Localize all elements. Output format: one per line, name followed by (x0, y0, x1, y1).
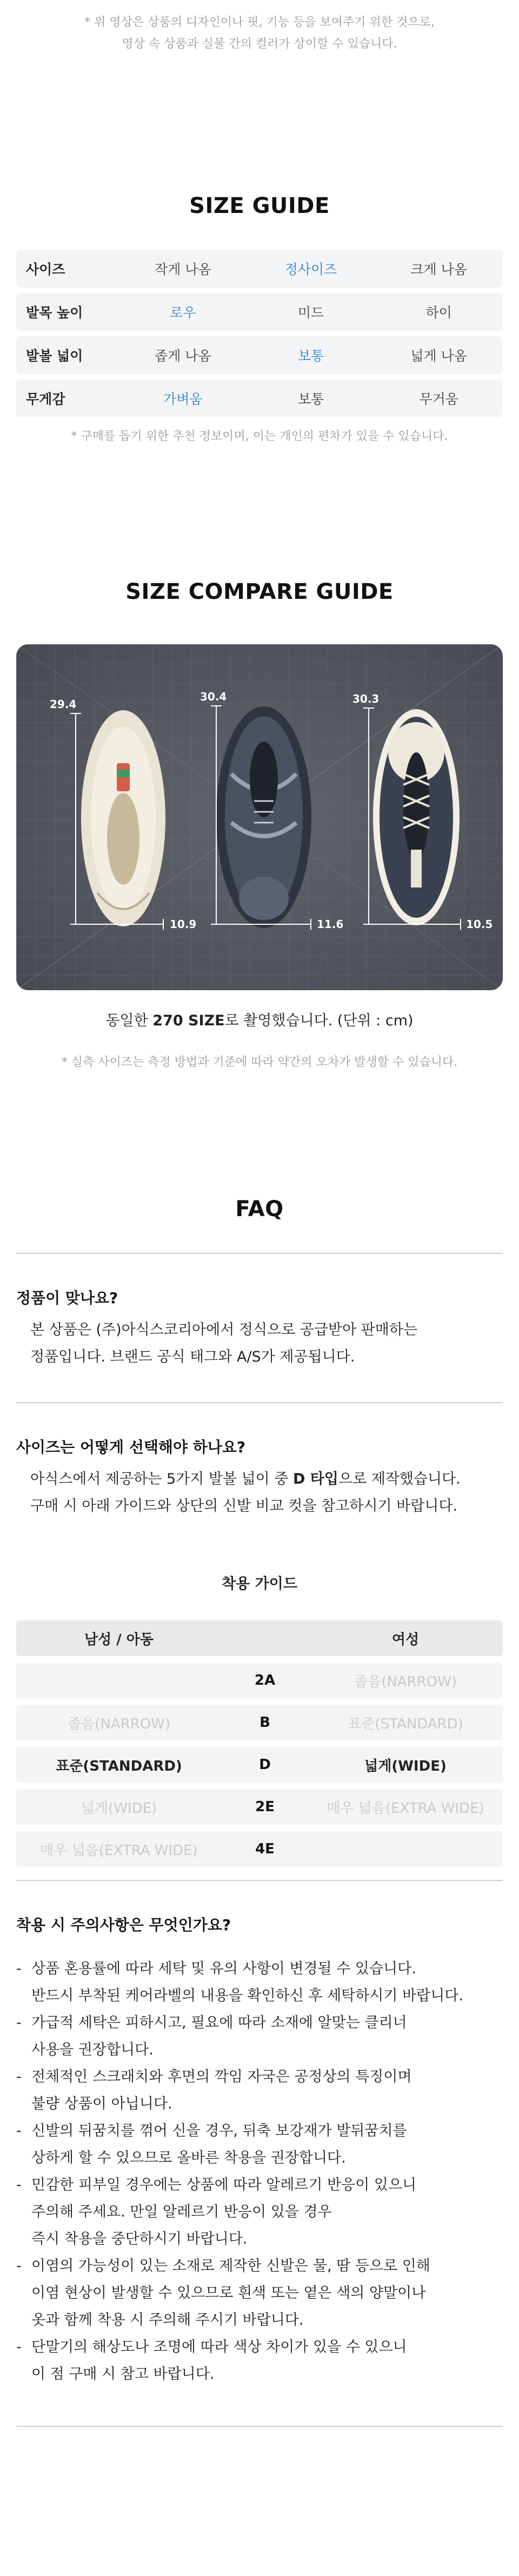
size-guide-option: 크게 나옴 (410, 262, 467, 277)
caution-item-line: - 신발의 뒤꿈치를 꺾어 신을 경우, 뒤축 보강재가 발뒤꿈치를 (31, 2123, 407, 2139)
compare-caption: 동일한 270 SIZE로 촬영했습니다. (단위 : cm) (105, 1012, 414, 1029)
size-guide-option: 하이 (425, 305, 452, 321)
faq-question-3: 착용 시 주의사항은 무엇인가요? (16, 1916, 231, 1934)
caution-item (16, 2118, 503, 2172)
caution-item-line: 이염 현상이 발생할 수 있으므로 흰색 또는 옅은 색의 양말이나 (31, 2285, 426, 2301)
fit-guide-width-code: B (260, 1714, 270, 1731)
size-guide-title: SIZE GUIDE (189, 193, 330, 218)
faq-question-2: 사이즈는 어떻게 선택해야 하나요? (16, 1438, 246, 1456)
shoe-2-navy (216, 706, 311, 928)
fit-guide-women-cell: 표준(STANDARD) (348, 1716, 463, 1732)
caution-item-line: 이 점 구매 시 참고 바랍니다. (31, 2366, 215, 2383)
caution-item-line: 상하게 할 수 있으므로 올바른 착용을 권장합니다. (31, 2150, 346, 2166)
shoe-3-length: 30.3 (352, 692, 380, 705)
size-guide-row (16, 250, 503, 288)
fit-guide-title: 착용 가이드 (222, 1576, 297, 1592)
fit-guide-women-cell: 넓게(WIDE) (364, 1758, 447, 1774)
fit-guide-header-cell: 남성 / 아동 (84, 1631, 154, 1648)
shoe-3-width: 10.5 (466, 918, 493, 931)
size-guide-row-label: 발볼 넓이 (26, 348, 83, 364)
size-guide-row-label: 무게감 (26, 391, 65, 407)
size-guide-option-selected: 보통 (297, 348, 324, 364)
caution-item-line: 주의해 주세요. 만일 알레르기 반응이 있을 경우 (31, 2204, 332, 2220)
video-disclaimer (0, 12, 519, 55)
caution-item-line: - 민감한 피부일 경우에는 상품에 따라 알레르기 반응이 있으니 (31, 2177, 417, 2193)
caution-item (16, 2172, 503, 2253)
size-compare-photo (16, 644, 503, 990)
caution-item-line: - 상품 혼용률에 따라 세탁 및 유의 사항이 변경될 수 있습니다. (31, 1960, 416, 1977)
fit-guide-width-code: D (259, 1757, 271, 1773)
shoe-1-length: 29.4 (50, 698, 77, 711)
caution-item (16, 2064, 503, 2118)
shoe-1-width: 10.9 (170, 918, 197, 931)
caution-item-line: 반드시 부착된 케어라벨의 내용을 확인하신 후 세탁하시기 바랍니다. (31, 1987, 463, 2004)
caution-item (16, 2334, 503, 2388)
size-guide-row (16, 336, 503, 374)
size-guide-option: 무거움 (419, 391, 458, 407)
caution-item-line: 옷과 함께 착용 시 주의해 주시기 바랍니다. (31, 2312, 304, 2328)
fit-guide-header-cell: 여성 (391, 1631, 420, 1648)
size-guide-note: * 구매를 돕기 위한 추천 정보이며, 이는 개인의 편차가 있을 수 있습니다. (71, 430, 448, 443)
size-guide-option-selected: 가벼움 (163, 391, 203, 407)
fit-guide-width-code: 2E (255, 1799, 275, 1815)
size-guide-option: 미드 (297, 305, 324, 321)
size-guide-option: 보통 (297, 391, 324, 407)
video-disclaimer-line1: * 위 영상은 상품의 디자인이나 핏, 기능 등을 보여주기 위한 것으로, (84, 16, 435, 29)
video-disclaimer-line2: 영상 속 상품과 실물 간의 컬러가 상이할 수 있습니다. (122, 37, 397, 51)
caution-item-line: 사용을 권장합니다. (31, 2041, 154, 2058)
fit-guide-men-cell: 좁음(NARROW) (67, 1716, 171, 1732)
size-guide-option-selected: 로우 (170, 305, 196, 321)
caution-item (16, 2010, 503, 2064)
caution-item (16, 1956, 503, 2010)
fit-guide-row (16, 1663, 503, 1698)
shoe-comparison-image (16, 644, 503, 990)
caution-item-line: - 전체적인 스크래치와 후면의 깍임 자국은 공정상의 특징이며 (31, 2068, 412, 2085)
compare-note: * 실측 사이즈는 측정 방법과 기준에 따라 약간의 오차가 발생할 수 있습니다. (61, 1056, 458, 1069)
size-guide-option-selected: 정사이즈 (284, 262, 337, 277)
size-guide-option: 작게 나옴 (155, 262, 211, 277)
shoe-1-beige (81, 710, 165, 926)
size-guide-option: 좁게 나옴 (155, 348, 211, 364)
faq-question-1: 정품이 맞나요? (16, 1289, 118, 1307)
caution-item-line: - 단말기의 해상도나 조명에 따라 색상 차이가 있을 수 있으니 (31, 2339, 407, 2355)
caution-item (16, 2253, 503, 2334)
size-guide-row (16, 379, 503, 417)
caution-item-line: - 가급적 세탁은 피하시고, 필요에 따라 소재에 알맞는 클리너 (31, 2014, 407, 2031)
fit-guide-row (16, 1747, 503, 1783)
caution-list (16, 1956, 503, 2388)
faq-divider (16, 1402, 503, 1403)
size-guide-row-label: 사이즈 (26, 262, 65, 277)
fit-guide-row (16, 1705, 503, 1740)
caution-item-line: - 이염의 가능성이 있는 소재로 제작한 신발은 물, 땀 등으로 인해 (31, 2258, 430, 2274)
faq-divider (16, 1253, 503, 1254)
fit-guide-women-cell: 좁음(NARROW) (354, 1673, 457, 1690)
faq-answer-2: 아식스에서 제공하는 5가지 발볼 넓이 중 D 타입으로 제작했습니다. 구매 시 아래 가이드와 상단의 신발 비교 컷을 참고하시기 바랍니다. (30, 1471, 461, 1514)
fit-guide-table (16, 1620, 503, 1873)
fit-guide-width-code: 2A (254, 1672, 276, 1689)
shoe-2-length: 30.4 (200, 690, 227, 703)
faq-divider (16, 1880, 503, 1881)
caution-item-line: 불량 상품이 아닙니다. (31, 2095, 172, 2112)
fit-guide-women-cell: 매우 넓음(EXTRA WIDE) (327, 1800, 484, 1817)
faq-answer-1: 본 상품은 (주)아식스코리아에서 정식으로 공급받아 판매하는 정품입니다. 브랜드 공식 태그와 A/S가 제공됩니다. (30, 1322, 418, 1365)
fit-guide-men-cell: 표준(STANDARD) (56, 1758, 182, 1774)
fit-guide-row (16, 1831, 503, 1867)
shoe-2-width: 11.6 (317, 918, 344, 931)
fit-guide-width-code: 4E (255, 1841, 275, 1857)
size-guide-table (16, 250, 503, 423)
fit-guide-header (16, 1620, 503, 1656)
size-guide-option: 넓게 나옴 (410, 348, 467, 364)
fit-guide-men-cell: 매우 넓음(EXTRA WIDE) (40, 1842, 198, 1859)
size-compare-title: SIZE COMPARE GUIDE (125, 579, 394, 604)
faq-divider (16, 2426, 503, 2427)
fit-guide-men-cell: 넓게(WIDE) (81, 1800, 157, 1817)
fit-guide-row (16, 1789, 503, 1825)
size-guide-row (16, 293, 503, 331)
size-guide-row-label: 발목 높이 (26, 305, 83, 321)
shoe-3-canvas (373, 709, 460, 925)
faq-title: FAQ (235, 1197, 284, 1222)
caution-item-line: 즉시 착용을 중단하시기 바랍니다. (31, 2231, 248, 2247)
